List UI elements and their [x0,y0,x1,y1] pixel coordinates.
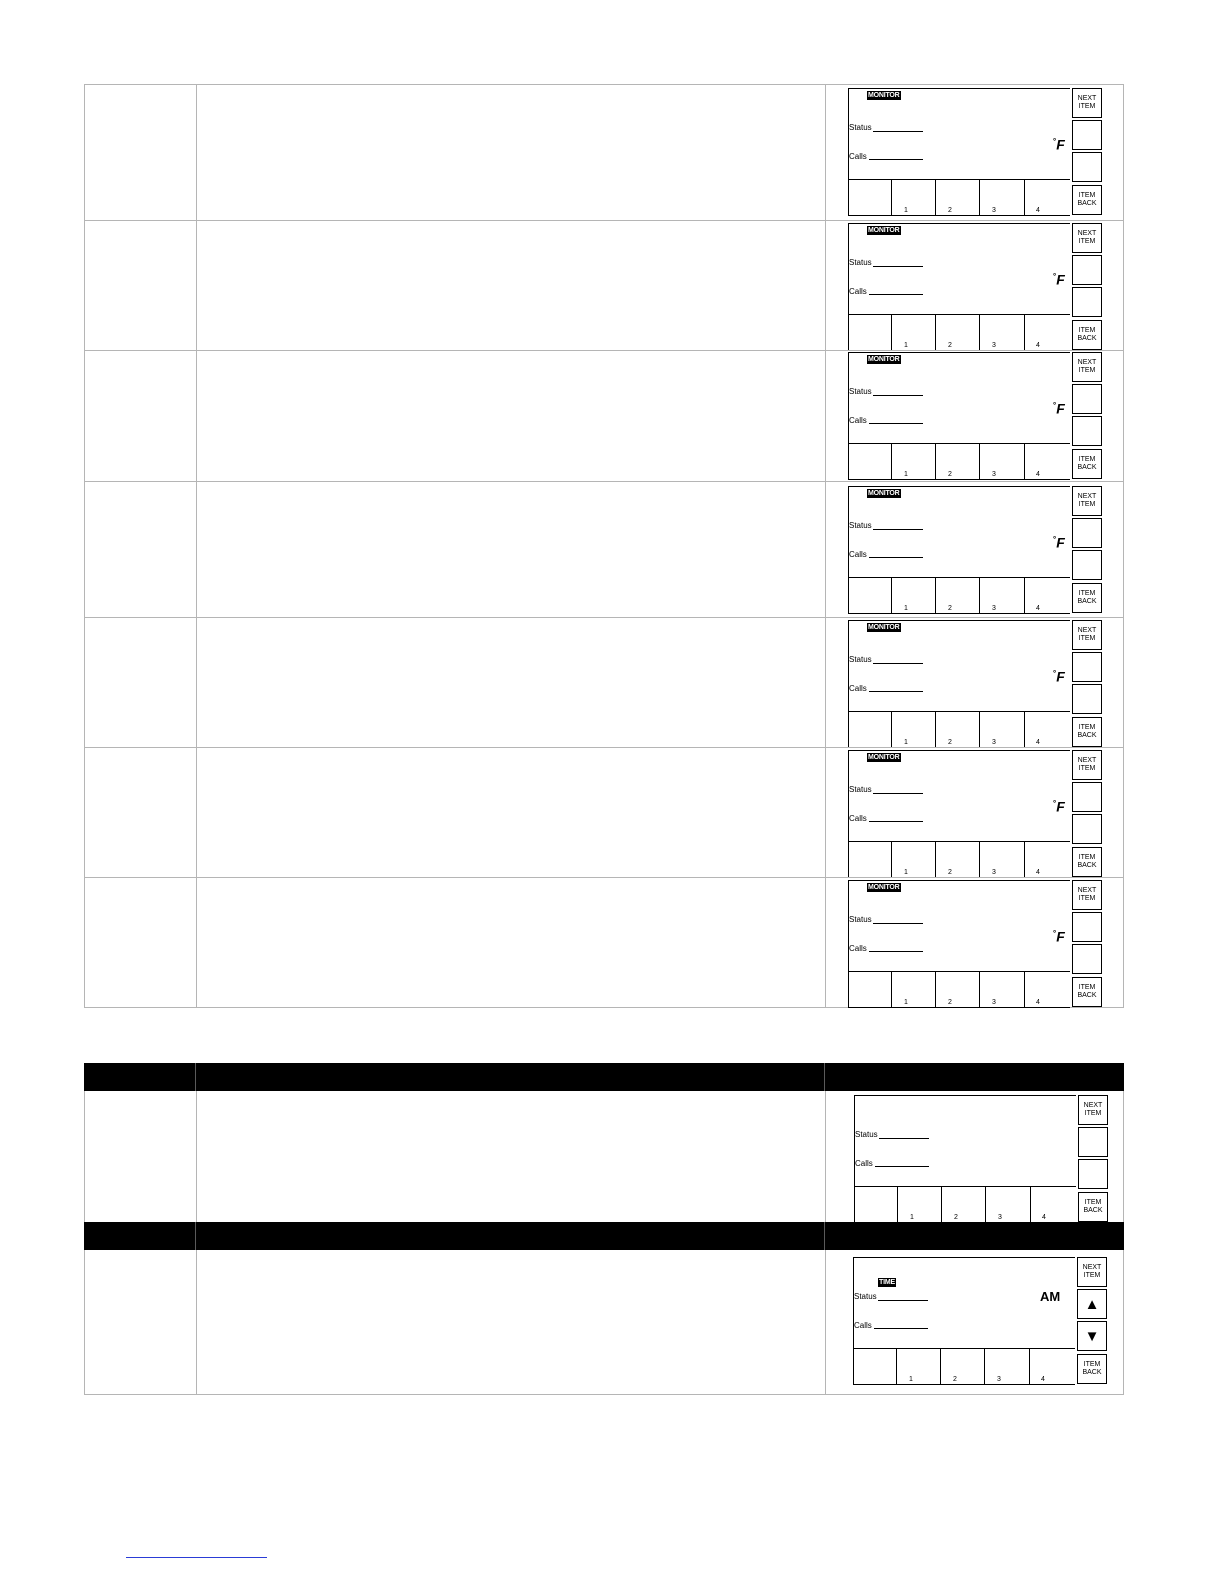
item-back-button[interactable]: ITEM BACK [1072,320,1102,350]
description-cell [197,618,826,747]
description-cell [197,482,826,617]
side-button-3[interactable] [1072,944,1102,974]
monitor-tag: MONITOR [868,884,900,891]
monitor-tag: MONITOR [868,92,900,99]
item-back-button[interactable]: ITEM BACK [1072,449,1102,479]
zone-4-label: 4 [1036,869,1040,876]
status-label: Status [849,387,872,396]
zone-1-label: 1 [904,342,908,349]
calls-label: Calls [855,1159,873,1168]
step-cell [85,482,197,617]
zone-1-label: 1 [910,1214,914,1221]
next-item-button[interactable]: NEXT ITEM [1072,352,1102,382]
temperature-unit: °F [1053,668,1065,685]
side-button-2[interactable] [1072,120,1102,150]
zone-1-label: 1 [904,739,908,746]
thermostat-display [848,620,1102,748]
lcd-main-area [848,223,1070,315]
calls-line [869,691,923,692]
display-cell [826,748,1123,877]
monitor-tag: MONITOR [868,356,900,363]
item-back-button[interactable]: ITEM BACK [1072,847,1102,877]
side-button-3[interactable] [1072,814,1102,844]
description-cell [197,351,826,481]
temperature-unit: °F [1053,136,1065,153]
zone-bar [848,315,1070,351]
table-row [84,877,1124,1008]
calls-label: Calls [849,152,867,161]
status-line [873,529,923,530]
thermostat-display [848,223,1102,351]
lcd-main-area [853,1257,1075,1349]
zone-bar [848,712,1070,748]
item-back-button[interactable]: ITEM BACK [1072,583,1102,613]
display-cell [826,351,1123,481]
lcd-main-area [848,750,1070,842]
side-button-2[interactable] [1072,782,1102,812]
calls-line [869,557,923,558]
zone-2-label: 2 [948,869,952,876]
temperature-unit: °F [1053,400,1065,417]
zone-4-label: 4 [1036,605,1040,612]
zone-bar [848,180,1070,216]
next-item-button[interactable]: NEXT ITEM [1078,1095,1108,1125]
temperature-unit: °F [1053,798,1065,815]
side-button-3[interactable] [1072,152,1102,182]
lcd-main-area [848,486,1070,578]
zone-3-label: 3 [992,207,996,214]
side-button-3[interactable] [1072,550,1102,580]
zone-2-label: 2 [948,999,952,1006]
zone-bar [848,972,1070,1008]
lcd-main-area [848,880,1070,972]
zone-3-label: 3 [992,471,996,478]
time-tag: TIME [879,1279,895,1286]
description-cell [197,221,826,350]
step-cell [85,351,197,481]
lcd-main-area [848,620,1070,712]
zone-bar [848,444,1070,480]
lcd-main-area [854,1095,1076,1187]
table-row [84,1250,1124,1395]
thermostat-display [854,1095,1108,1223]
table-row [84,1091,1124,1222]
up-arrow-icon: ▲ [1084,1295,1100,1313]
status-label: Status [849,258,872,267]
zone-2-label: 2 [948,739,952,746]
status-label: Status [849,655,872,664]
monitor-tag: MONITOR [868,490,900,497]
status-label: Status [849,123,872,132]
calls-line [869,159,923,160]
side-button-2[interactable] [1072,255,1102,285]
zone-3-label: 3 [992,869,996,876]
next-item-button[interactable]: NEXT ITEM [1072,223,1102,253]
zone-3-label: 3 [992,342,996,349]
calls-line [874,1328,928,1329]
next-item-button[interactable]: NEXT ITEM [1077,1257,1107,1287]
status-label: Status [849,785,872,794]
temperature-unit: °F [1053,271,1065,288]
calls-label: Calls [849,550,867,559]
display-cell [826,618,1123,747]
down-arrow-button[interactable] [1077,1321,1107,1351]
zone-1-label: 1 [909,1376,913,1383]
calls-label: Calls [849,944,867,953]
display-cell [826,878,1123,1007]
status-label: Status [855,1130,878,1139]
zone-2-label: 2 [954,1214,958,1221]
zone-1-label: 1 [904,869,908,876]
step-cell [85,221,197,350]
zone-1-label: 1 [904,999,908,1006]
status-label: Status [849,521,872,530]
step-cell [85,878,197,1007]
step-cell [85,1250,197,1394]
item-back-button[interactable]: ITEM BACK [1077,1354,1107,1384]
thermostat-display [848,750,1102,878]
status-line [873,266,923,267]
zone-bar [853,1349,1075,1385]
calls-label: Calls [849,684,867,693]
next-item-button[interactable]: NEXT ITEM [1072,880,1102,910]
zone-4-label: 4 [1036,342,1040,349]
next-item-button[interactable]: NEXT ITEM [1072,750,1102,780]
item-back-button[interactable]: ITEM BACK [1072,977,1102,1007]
table-row [84,481,1124,617]
display-cell [826,482,1123,617]
temperature-unit: °F [1053,928,1065,945]
display-cell [826,221,1123,350]
down-arrow-icon: ▼ [1084,1327,1100,1345]
item-back-button[interactable]: ITEM BACK [1072,717,1102,747]
zone-3-label: 3 [992,605,996,612]
footer-link-underline[interactable] [126,1557,267,1558]
calls-line [875,1166,929,1167]
table-row [84,617,1124,747]
next-item-button[interactable]: NEXT ITEM [1072,88,1102,118]
zone-4-label: 4 [1036,999,1040,1006]
calls-label: Calls [849,814,867,823]
table-row [84,747,1124,877]
calls-label: Calls [854,1321,872,1330]
step-cell [85,1091,197,1222]
table-header [84,1063,1124,1091]
zone-2-label: 2 [948,605,952,612]
zone-3-label: 3 [997,1376,1001,1383]
side-button-2[interactable] [1072,912,1102,942]
display-cell [826,1091,1123,1222]
description-cell [197,85,826,220]
monitor-tag: MONITOR [868,227,900,234]
thermostat-display [853,1257,1107,1385]
status-label: Status [849,915,872,924]
zone-3-label: 3 [998,1214,1002,1221]
side-button-3[interactable] [1072,416,1102,446]
side-button-3[interactable] [1078,1159,1108,1189]
description-cell [197,1250,826,1394]
zone-2-label: 2 [953,1376,957,1383]
zone-3-label: 3 [992,999,996,1006]
table-row [84,84,1124,220]
zone-bar [848,842,1070,878]
zone-4-label: 4 [1036,207,1040,214]
thermostat-display [848,880,1102,1008]
calls-line [869,423,923,424]
status-line [873,923,923,924]
zone-1-label: 1 [904,471,908,478]
thermostat-display [848,486,1102,614]
calls-line [869,821,923,822]
side-button-2[interactable] [1078,1127,1108,1157]
status-line [873,131,923,132]
side-button-2[interactable] [1072,652,1102,682]
lcd-main-area [848,88,1070,180]
side-button-3[interactable] [1072,684,1102,714]
zone-2-label: 2 [948,207,952,214]
up-arrow-button[interactable] [1077,1289,1107,1319]
calls-line [869,294,923,295]
calls-label: Calls [849,416,867,425]
zone-1-label: 1 [904,207,908,214]
side-button-3[interactable] [1072,287,1102,317]
table-header [84,1222,1124,1250]
zone-3-label: 3 [992,739,996,746]
thermostat-display [848,88,1102,216]
zone-4-label: 4 [1041,1376,1045,1383]
side-button-2[interactable] [1072,518,1102,548]
status-label: Status [854,1292,877,1301]
calls-label: Calls [849,287,867,296]
zone-bar [848,578,1070,614]
description-cell [197,878,826,1007]
zone-2-label: 2 [948,471,952,478]
zone-4-label: 4 [1036,471,1040,478]
next-item-button[interactable]: NEXT ITEM [1072,486,1102,516]
step-cell [85,618,197,747]
step-cell [85,748,197,877]
zone-bar [854,1187,1076,1223]
monitor-tag: MONITOR [868,624,900,631]
status-line [879,1138,929,1139]
zone-1-label: 1 [904,605,908,612]
display-cell [826,85,1123,220]
next-item-button[interactable]: NEXT ITEM [1072,620,1102,650]
zone-4-label: 4 [1042,1214,1046,1221]
am-pm-indicator: AM [1040,1289,1061,1304]
thermostat-display [848,352,1102,480]
description-cell [197,748,826,877]
status-line [873,793,923,794]
temperature-unit: °F [1053,534,1065,551]
table-row [84,350,1124,481]
item-back-button[interactable]: ITEM BACK [1072,185,1102,215]
table-row [84,220,1124,350]
side-button-2[interactable] [1072,384,1102,414]
lcd-main-area [848,352,1070,444]
zone-2-label: 2 [948,342,952,349]
calls-line [869,951,923,952]
display-cell [826,1250,1123,1394]
item-back-button[interactable]: ITEM BACK [1078,1192,1108,1222]
zone-4-label: 4 [1036,739,1040,746]
description-cell [197,1091,826,1222]
status-line [873,663,923,664]
status-line [873,395,923,396]
step-cell [85,85,197,220]
monitor-tag: MONITOR [868,754,900,761]
status-line [878,1300,928,1301]
